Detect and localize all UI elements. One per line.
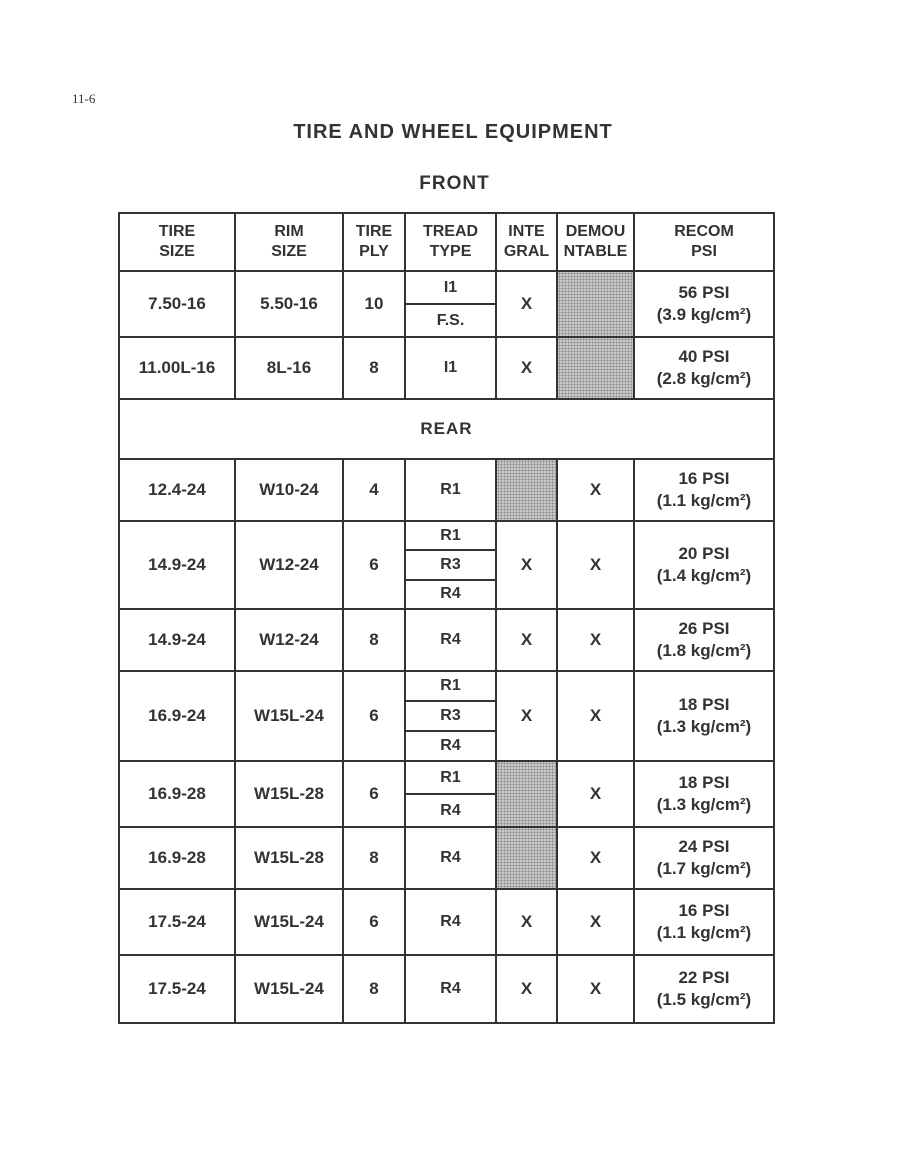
- demountable-cell: X: [557, 609, 634, 671]
- kg-cm2-value: (1.4 kg/cm²): [656, 566, 752, 585]
- tire-ply-cell: 4: [343, 459, 405, 521]
- psi-value: 22 PSI: [678, 968, 730, 987]
- page-number: 11-6: [72, 91, 96, 106]
- recom-psi-cell: [634, 337, 774, 399]
- table-row: [119, 889, 774, 955]
- header-tire-ply: TIRE PLY: [343, 213, 405, 271]
- rim-size-cell: W15L-24: [235, 955, 343, 1023]
- recom-psi-cell: [634, 827, 774, 889]
- recom-psi-cell: [634, 459, 774, 521]
- recom-psi-cell: [634, 521, 774, 609]
- tread-type-value: R4: [440, 737, 461, 754]
- table-row: [119, 955, 774, 1023]
- tread-type-cell: [405, 459, 496, 521]
- tire-size-cell: 17.5-24: [119, 889, 235, 955]
- header-recom-psi: RECOM PSI: [634, 213, 774, 271]
- tread-type-value: I1: [406, 272, 495, 305]
- table-row: [119, 609, 774, 671]
- rim-size-cell: W12-24: [235, 521, 343, 609]
- tread-type-cell: [405, 955, 496, 1023]
- tread-type-cell: [405, 271, 496, 337]
- recom-psi-cell: [634, 889, 774, 955]
- kg-cm2-value: (1.1 kg/cm²): [656, 923, 752, 942]
- tire-size-cell: 7.50-16: [119, 271, 235, 337]
- tire-ply-cell: 6: [343, 521, 405, 609]
- tire-ply-cell: 6: [343, 671, 405, 761]
- recom-psi-cell: [634, 609, 774, 671]
- psi-value: 20 PSI: [678, 544, 730, 563]
- kg-cm2-value: (2.8 kg/cm²): [656, 369, 752, 388]
- tread-type-cell: [405, 671, 496, 761]
- header-rim-size: RIM SIZE: [235, 213, 343, 271]
- tire-size-cell: 14.9-24: [119, 521, 235, 609]
- psi-value: 16 PSI: [678, 469, 730, 488]
- rear-rows: [119, 459, 774, 1023]
- tire-size-cell: 16.9-28: [119, 827, 235, 889]
- tire-ply-cell: 6: [343, 761, 405, 827]
- integral-cell: [496, 459, 557, 521]
- tire-ply-cell: 8: [343, 827, 405, 889]
- table-row: [119, 827, 774, 889]
- rear-section-row: [119, 399, 774, 459]
- recom-psi-cell: [634, 671, 774, 761]
- psi-value: 24 PSI: [678, 837, 730, 856]
- integral-cell: X: [496, 521, 557, 609]
- rim-size-cell: 5.50-16: [235, 271, 343, 337]
- table-row: [119, 671, 774, 761]
- psi-value: 40 PSI: [678, 347, 730, 366]
- section-front-heading: FRONT: [419, 173, 490, 194]
- recom-psi-cell: [634, 761, 774, 827]
- integral-cell: [496, 761, 557, 827]
- demountable-cell: [557, 271, 634, 337]
- tire-ply-cell: 8: [343, 955, 405, 1023]
- demountable-cell: X: [557, 521, 634, 609]
- demountable-cell: X: [557, 761, 634, 827]
- tread-type-value: R4: [440, 849, 461, 866]
- rim-size-cell: W15L-24: [235, 671, 343, 761]
- demountable-cell: X: [557, 889, 634, 955]
- document-title-text: TIRE AND WHEEL EQUIPMENT: [293, 121, 613, 143]
- document-title: [0, 121, 909, 144]
- kg-cm2-value: (1.8 kg/cm²): [656, 641, 752, 660]
- tread-type-value: I1: [443, 359, 458, 376]
- demountable-cell: X: [557, 827, 634, 889]
- tire-size-cell: 12.4-24: [119, 459, 235, 521]
- integral-cell: X: [496, 889, 557, 955]
- kg-cm2-value: (1.3 kg/cm²): [656, 795, 752, 814]
- tire-size-cell: 14.9-24: [119, 609, 235, 671]
- psi-value: 18 PSI: [678, 773, 730, 792]
- psi-value: 56 PSI: [678, 283, 730, 302]
- recom-psi-cell: [634, 955, 774, 1023]
- psi-value: 16 PSI: [678, 901, 730, 920]
- tire-ply-cell: 6: [343, 889, 405, 955]
- rim-size-cell: W15L-28: [235, 827, 343, 889]
- tire-size-cell: 16.9-24: [119, 671, 235, 761]
- demountable-cell: [557, 337, 634, 399]
- header-row: [119, 213, 774, 271]
- integral-cell: X: [496, 271, 557, 337]
- tread-type-cell: [405, 761, 496, 827]
- table-row: [119, 521, 774, 609]
- tread-type-cell: [405, 609, 496, 671]
- recom-psi-cell: [634, 271, 774, 337]
- tread-type-cell: [405, 827, 496, 889]
- header-tire-size: TIRE SIZE: [119, 213, 235, 271]
- kg-cm2-value: (1.3 kg/cm²): [656, 717, 752, 736]
- tread-type-value: R1: [406, 762, 495, 795]
- table-row: [119, 761, 774, 827]
- integral-cell: X: [496, 955, 557, 1023]
- integral-cell: [496, 827, 557, 889]
- tread-type-value: R4: [440, 980, 461, 997]
- tire-ply-cell: 8: [343, 337, 405, 399]
- rim-size-cell: W10-24: [235, 459, 343, 521]
- rim-size-cell: W15L-24: [235, 889, 343, 955]
- tire-size-cell: 11.00L-16: [119, 337, 235, 399]
- header-demountable: DEMOU NTABLE: [557, 213, 634, 271]
- table-row: [119, 271, 774, 337]
- table-row: [119, 337, 774, 399]
- table-row: [119, 459, 774, 521]
- tread-type-cell: [405, 889, 496, 955]
- rim-size-cell: W15L-28: [235, 761, 343, 827]
- tire-ply-cell: 10: [343, 271, 405, 337]
- tread-type-value: R3: [406, 551, 495, 580]
- kg-cm2-value: (1.1 kg/cm²): [656, 491, 752, 510]
- kg-cm2-value: (1.7 kg/cm²): [656, 859, 752, 878]
- tread-type-value: R4: [440, 801, 461, 819]
- tire-ply-cell: 8: [343, 609, 405, 671]
- rim-size-cell: W12-24: [235, 609, 343, 671]
- psi-value: 18 PSI: [678, 695, 730, 714]
- demountable-cell: X: [557, 955, 634, 1023]
- section-rear-heading: REAR: [119, 399, 774, 459]
- tread-type-value: R4: [440, 913, 461, 930]
- front-rows: [119, 271, 774, 399]
- tire-size-cell: 17.5-24: [119, 955, 235, 1023]
- tread-type-value: R1: [406, 672, 495, 702]
- header-tread-type: TREAD TYPE: [405, 213, 496, 271]
- tread-type-value: R1: [440, 481, 461, 498]
- tread-type-value: R1: [406, 522, 495, 551]
- kg-cm2-value: (3.9 kg/cm²): [656, 305, 752, 324]
- rim-size-cell: 8L-16: [235, 337, 343, 399]
- psi-value: 26 PSI: [678, 619, 730, 638]
- demountable-cell: X: [557, 671, 634, 761]
- tread-type-cell: [405, 337, 496, 399]
- tread-type-value: R4: [440, 631, 461, 648]
- kg-cm2-value: (1.5 kg/cm²): [656, 990, 752, 1009]
- tire-wheel-table: [118, 212, 775, 1024]
- tire-size-cell: 16.9-28: [119, 761, 235, 827]
- integral-cell: X: [496, 609, 557, 671]
- integral-cell: X: [496, 337, 557, 399]
- tread-type-value: F.S.: [436, 311, 465, 329]
- tread-type-value: R3: [406, 702, 495, 732]
- header-integral: INTE GRAL: [496, 213, 557, 271]
- integral-cell: X: [496, 671, 557, 761]
- tread-type-value: R4: [440, 585, 461, 603]
- demountable-cell: X: [557, 459, 634, 521]
- tread-type-cell: [405, 521, 496, 609]
